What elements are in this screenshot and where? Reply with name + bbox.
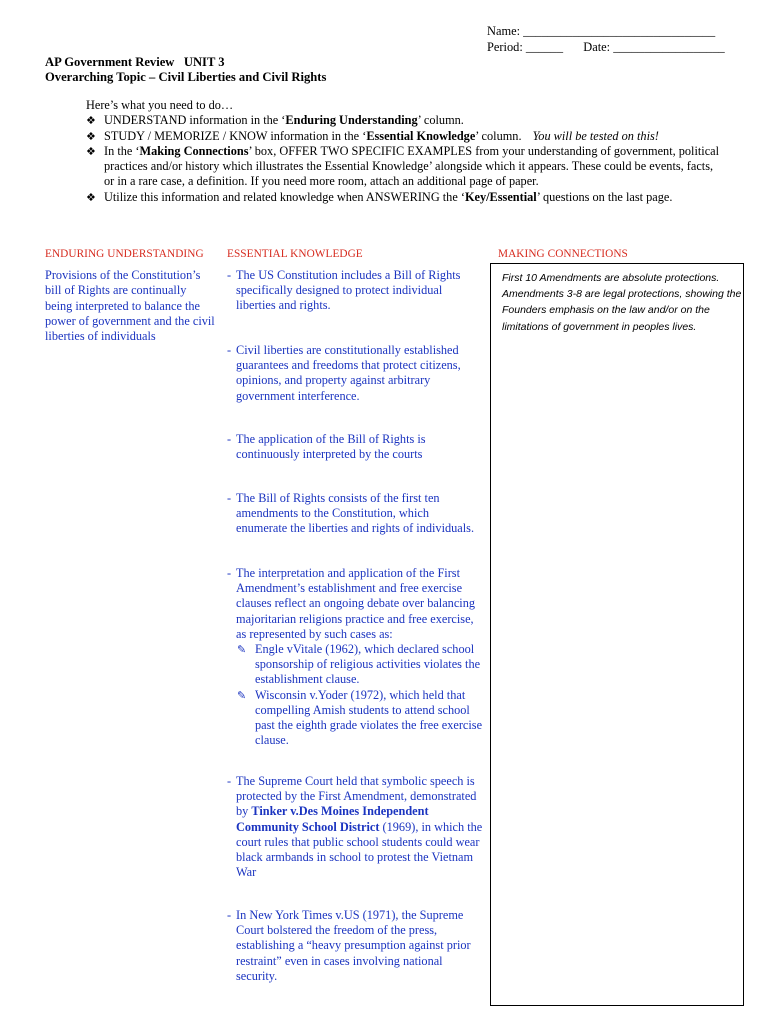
- making-connections-box[interactable]: [490, 263, 744, 1006]
- tested-note: You will be tested on this!: [532, 128, 659, 143]
- essential-knowledge-item: - In New York Times v.US (1971), the Supreme Court bolstered the freedom of the press, establishing a “heavy presumption against prior restraint” even in cases involving national security.: [227, 908, 471, 983]
- essential-knowledge-item: - The Bill of Rights consists of the first ten amendments to the Constitution, which enumerate the liberties and rights of individuals.: [227, 491, 475, 536]
- pencil-arrow-icon: ✎: [237, 643, 247, 657]
- making-connections-text[interactable]: First 10 Amendments are absolute protections. Amendments 3-8 are legal protections, showing the Founders emphasis on the law and/or on the limitations of government in peoples lives.: [502, 272, 742, 333]
- instruction-item: ❖ Utilize this information and related knowledge when ANSWERING the ‘Key/Essential’ questions on the last page.: [86, 189, 673, 204]
- period-field[interactable]: Period: ______: [487, 39, 564, 54]
- unit-title: AP Government Review UNIT 3: [45, 55, 225, 69]
- case-item: ✎ Wisconsin v.Yoder (1972), which held that compelling Amish students to attend school past the eighth grade violates the free exercise clause.: [237, 687, 483, 748]
- instruction-item: ❖ STUDY / MEMORIZE / KNOW information in the ‘Essential Knowledge’ column. You will be tested on this!: [86, 128, 659, 143]
- instructions: [86, 98, 726, 205]
- instruction-item: ❖ UNDERSTAND information in the ‘Enduring Understanding’ column.: [86, 113, 464, 128]
- student-info-header: [487, 24, 737, 55]
- essential-knowledge-item: - Civil liberties are constitutionally established guarantees and freedoms that protect citizens, opinions, and property against arbitrary government interference.: [227, 343, 461, 403]
- case-item: ✎ Engle vVitale (1962), which declared school sponsorship of religious activities violates the establishment clause.: [237, 642, 481, 687]
- instruction-item: ❖ In the ‘Making Connections’ box, OFFER TWO SPECIFIC EXAMPLES from your understanding of government, political practices and/or history which illustrates the Essential Knowledge’ alongside which it appears. These could be events, facts, or in a rare case, a definition. If you need more room, attach an additional page of paper.: [86, 143, 720, 189]
- date-field[interactable]: Date: __________________: [583, 39, 725, 54]
- diamond-bullet-icon: ❖: [86, 129, 96, 143]
- essential-knowledge-item: - The interpretation and application of the First Amendment’s establishment and free exercise clauses reflect an ongoing debate over balancing majoritarian religions practice and free exercise, as represented by such cases as: ✎ Engle vVitale (1962), which declared school sponsorship of religious activities violates the establishment clause. ✎ Wisconsin v.Yoder (1972), which held that compelling Amish students to attend school past the eighth grade violates the free exercise clause.: [227, 566, 483, 748]
- enduring-understanding-header: ENDURING UNDERSTANDING: [45, 248, 204, 260]
- document-title: [45, 55, 326, 85]
- diamond-bullet-icon: ❖: [86, 144, 96, 158]
- diamond-bullet-icon: ❖: [86, 190, 96, 204]
- enduring-understanding-text: Provisions of the Constitution’s bill of Rights are continually being interpreted to balance the power of government and the civil liberties of individuals: [45, 268, 215, 344]
- essential-knowledge-header: ESSENTIAL KNOWLEDGE: [227, 248, 363, 260]
- making-connections-header: MAKING CONNECTIONS: [498, 248, 628, 260]
- essential-knowledge-item: - The application of the Bill of Rights is continuously interpreted by the courts: [227, 432, 426, 462]
- topic-title: Overarching Topic – Civil Liberties and Civil Rights: [45, 70, 327, 84]
- essential-knowledge-item: - The Supreme Court held that symbolic speech is protected by the First Amendment, demonstrated by Tinker v.Des Moines Independent Community School District (1969), in which the court rules that public school students could wear black armbands in school to protest the Vietnam War: [227, 774, 483, 880]
- diamond-bullet-icon: ❖: [86, 114, 96, 128]
- instructions-intro: Here’s what you need to do…: [86, 98, 234, 112]
- essential-knowledge-item: - The US Constitution includes a Bill of Rights specifically designed to protect individual liberties and rights.: [227, 268, 461, 313]
- pencil-arrow-icon: ✎: [237, 688, 247, 702]
- name-field[interactable]: Name: _______________________________: [487, 24, 716, 38]
